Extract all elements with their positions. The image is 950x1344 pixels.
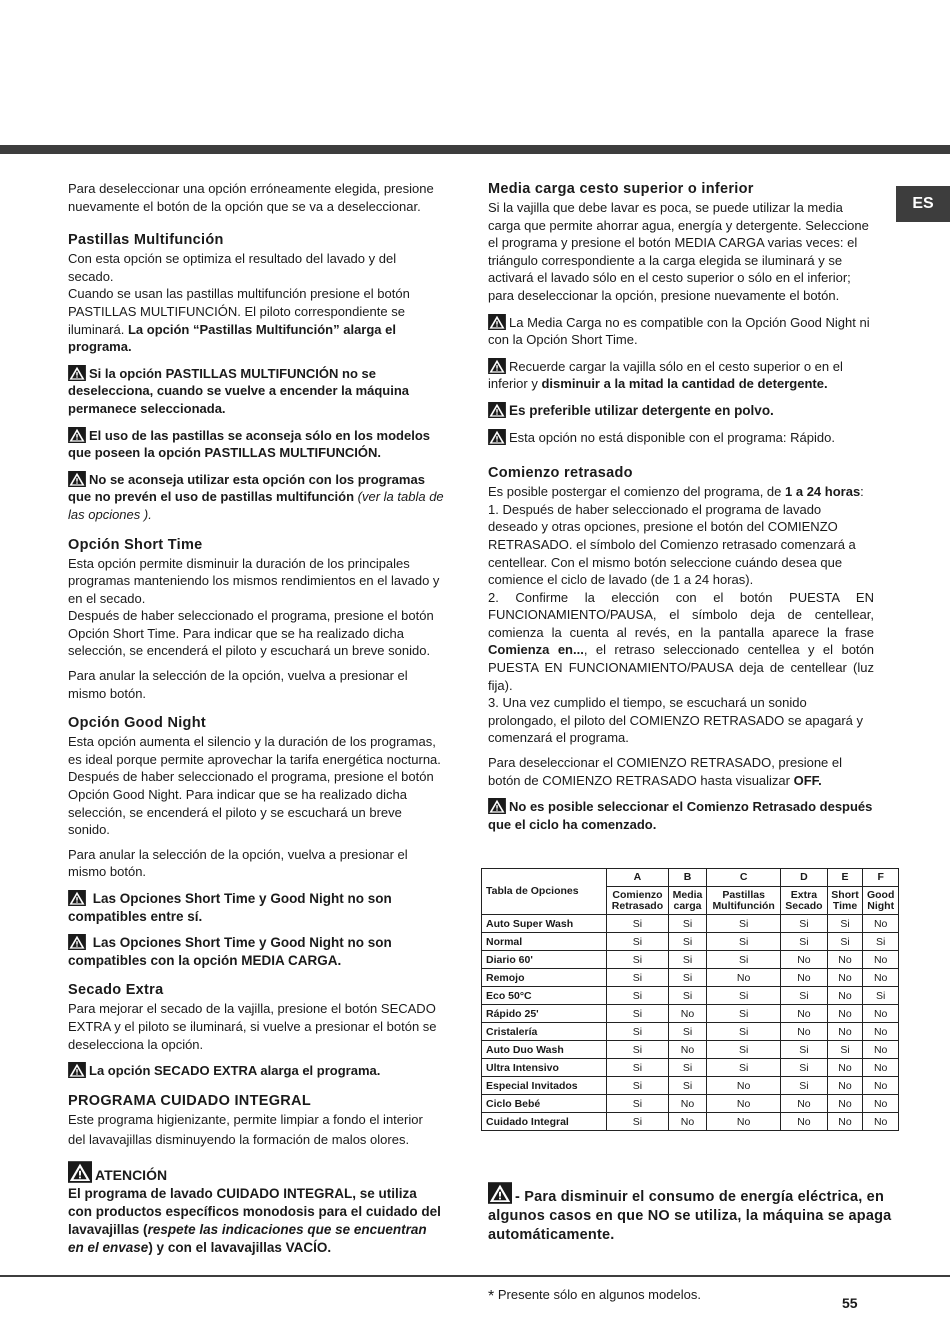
table-row bbox=[482, 1023, 899, 1041]
option-cell: No bbox=[668, 1113, 706, 1131]
option-cell: No bbox=[707, 969, 781, 987]
attention-block: ATENCIÓN El programa de lavado CUIDADO INTEGRAL, se utiliza con productos específicos monodosis para el cuidado del lavavajillas (respete las indicaciones que se encuentran en el envase) y con el lavavajillas VACÍO. bbox=[68, 1161, 444, 1257]
option-cell: No bbox=[827, 1113, 863, 1131]
option-cell: No bbox=[827, 1023, 863, 1041]
integral-p2: del lavavajillas disminuyendo la formación de malos olores. bbox=[68, 1132, 410, 1148]
option-cell: Si bbox=[781, 1077, 828, 1095]
secado-warning: La opción SECADO EXTRA alarga el programa. bbox=[68, 1062, 444, 1080]
option-cell: No bbox=[827, 1005, 863, 1023]
option-cell: No bbox=[827, 1059, 863, 1077]
option-cell: Si bbox=[607, 951, 669, 969]
table-row bbox=[482, 1095, 899, 1113]
program-name: Ciclo Bebé bbox=[482, 1095, 607, 1113]
program-name: Cuidado Integral bbox=[482, 1113, 607, 1131]
option-cell: No bbox=[863, 1005, 899, 1023]
language-tab: ES bbox=[896, 186, 950, 222]
warning-icon bbox=[68, 1161, 92, 1183]
option-cell: Si bbox=[781, 1059, 828, 1077]
option-cell: No bbox=[863, 1023, 899, 1041]
col-header: Good Night bbox=[863, 887, 899, 915]
col-letter: C bbox=[707, 869, 781, 887]
table-body bbox=[482, 915, 899, 1131]
option-cell: No bbox=[668, 1041, 706, 1059]
col-header: Media carga bbox=[668, 887, 706, 915]
option-cell: No bbox=[707, 1095, 781, 1113]
option-cell: Si bbox=[827, 1041, 863, 1059]
good-night-p3: Para anular la selección de la opción, vuelva a presionar el mismo botón. bbox=[68, 846, 408, 880]
section-title-media-carga: Media carga cesto superior o inferior bbox=[488, 181, 754, 197]
table-row bbox=[482, 1041, 899, 1059]
warning-icon bbox=[488, 429, 506, 445]
pastillas-p2: Cuando se usan las pastillas multifunción presione el botón PASTILLAS MULTIFUNCIÓN. El piloto correspondiente se iluminará. La opción “Pastillas Multifunción” alarga el programa. bbox=[68, 286, 410, 355]
option-cell: No bbox=[668, 1095, 706, 1113]
option-cell: Si bbox=[668, 933, 706, 951]
pastillas-warning-1: Si la opción PASTILLAS MULTIFUNCIÓN no se deselecciona, cuando se vuelve a encender la máquina permanece seleccionada. bbox=[68, 365, 410, 416]
option-cell: No bbox=[707, 1113, 781, 1131]
option-cell: Si bbox=[707, 1041, 781, 1059]
option-cell: No bbox=[863, 951, 899, 969]
option-cell: Si bbox=[607, 933, 669, 951]
section-title-good-night: Opción Good Night bbox=[68, 715, 206, 732]
option-cell: No bbox=[863, 1041, 899, 1059]
option-cell: Si bbox=[607, 987, 669, 1005]
footnote: * Presente sólo en algunos modelos. bbox=[488, 1287, 701, 1305]
pastillas-p1: Con esta opción se optimiza el resultado del lavado y del secado. bbox=[68, 251, 397, 284]
col-letter: B bbox=[668, 869, 706, 887]
options-table bbox=[481, 868, 899, 1131]
good-night-warning-1: Las Opciones Short Time y Good Night no son compatibles entre sí. bbox=[68, 891, 392, 924]
table-letter-row bbox=[482, 869, 899, 887]
section-title-comienzo: Comienzo retrasado bbox=[488, 465, 633, 482]
option-cell: No bbox=[781, 1113, 828, 1131]
media-warning-2: Recuerde cargar la vajilla sólo en el cesto superior o en el inferior y disminuir a la mitad la cantidad de detergente. bbox=[488, 358, 843, 392]
intro-text: Para deseleccionar una opción erróneamente elegida, presione nuevamente el botón de la opción que se va a deseleccionar. bbox=[68, 181, 434, 214]
section-title-secado: Secado Extra bbox=[68, 982, 164, 999]
col-header: Short Time bbox=[827, 887, 863, 915]
option-cell: Si bbox=[668, 915, 706, 933]
option-cell: Si bbox=[668, 1023, 706, 1041]
option-cell: No bbox=[827, 987, 863, 1005]
table-row bbox=[482, 1113, 899, 1131]
media-p1: Si la vajilla que debe lavar es poca, se puede utilizar la media carga que permite ahorrar agua, energía y detergente. Seleccione el programa y presione el botón MEDIA CARGA varias veces: el triángulo correspondiente a la carga elegida se iluminará y se activará el lavado sólo en el cesto superior o sólo en el inferior; para deseleccionar la opción, presione nuevamente el botón. bbox=[488, 200, 869, 303]
program-name: Remojo bbox=[482, 969, 607, 987]
option-cell: No bbox=[863, 1059, 899, 1077]
media-warning-3: Es preferible utilizar detergente en polvo. bbox=[488, 402, 874, 420]
option-cell: Si bbox=[668, 969, 706, 987]
short-time-p2: Después de haber seleccionado el programa, presione el botón Opción Short Time. Para indicar que se ha realizado dicha selección, se encenderá el piloto y escuchará un breve sonido. bbox=[68, 608, 434, 659]
option-cell: No bbox=[781, 951, 828, 969]
table-row bbox=[482, 933, 899, 951]
program-name: Normal bbox=[482, 933, 607, 951]
option-cell: Si bbox=[607, 1113, 669, 1131]
table-row bbox=[482, 987, 899, 1005]
option-cell: Si bbox=[707, 951, 781, 969]
option-cell: No bbox=[781, 1023, 828, 1041]
warning-icon bbox=[68, 427, 86, 443]
warning-icon bbox=[488, 358, 506, 374]
option-cell: No bbox=[827, 1077, 863, 1095]
media-warning-4: Esta opción no está disponible con el programa: Rápido. bbox=[488, 429, 874, 447]
comienzo-deselect: Para deseleccionar el COMIENZO RETRASADO, presione el botón de COMIENZO RETRASADO hasta visualizar OFF. bbox=[488, 755, 843, 788]
option-cell: Si bbox=[607, 1095, 669, 1113]
table-row bbox=[482, 1005, 899, 1023]
table-row bbox=[482, 951, 899, 969]
option-cell: No bbox=[827, 1095, 863, 1113]
col-letter: F bbox=[863, 869, 899, 887]
comienzo-step-2: 2. Confirme la elección con el botón PUESTA EN FUNCIONAMIENTO/PAUSA, el símbolo deja de centellear, comienza la cuenta al revés, en la pantalla aparece la frase Comienza en..., el retraso seleccionado centellea y el botón PUESTA EN FUNCIONAMIENTO/PAUSA deja de centellear (luz fija). bbox=[488, 589, 874, 693]
option-cell: Si bbox=[827, 915, 863, 933]
option-cell: No bbox=[781, 1095, 828, 1113]
option-cell: Si bbox=[707, 1005, 781, 1023]
media-warning-1: La Media Carga no es compatible con la Opción Good Night ni con la Opción Short Time. bbox=[488, 314, 870, 348]
col-header: Pastillas Multifunción bbox=[707, 887, 781, 915]
option-cell: Si bbox=[827, 933, 863, 951]
good-night-warning-2: Las Opciones Short Time y Good Night no son compatibles con la opción MEDIA CARGA. bbox=[68, 935, 392, 968]
program-name: Auto Duo Wash bbox=[482, 1041, 607, 1059]
option-cell: Si bbox=[707, 987, 781, 1005]
option-cell: Si bbox=[607, 1059, 669, 1077]
table-row bbox=[482, 915, 899, 933]
option-cell: No bbox=[781, 969, 828, 987]
page-number: 55 bbox=[842, 1295, 858, 1311]
comienzo-warning: No es posible seleccionar el Comienzo Retrasado después que el ciclo ha comenzado. bbox=[488, 799, 873, 832]
warning-icon bbox=[488, 314, 506, 330]
option-cell: Si bbox=[781, 933, 828, 951]
program-name: Rápido 25' bbox=[482, 1005, 607, 1023]
option-cell: Si bbox=[781, 987, 828, 1005]
option-cell: Si bbox=[707, 1023, 781, 1041]
table-corner-label: Tabla de Opciones bbox=[482, 869, 607, 915]
warning-icon bbox=[488, 1182, 512, 1204]
secado-p1: Para mejorar el secado de la vajilla, presione el botón SECADO EXTRA y el piloto se iluminará, si vuelve a presionar el botón se deselecciona la opción. bbox=[68, 1001, 437, 1052]
warning-icon bbox=[68, 1062, 86, 1078]
section-title-short-time: Opción Short Time bbox=[68, 536, 203, 553]
warning-icon bbox=[68, 934, 86, 950]
short-time-p3: Para anular la selección de la opción, vuelva a presionar el mismo botón. bbox=[68, 668, 408, 701]
option-cell: Si bbox=[707, 915, 781, 933]
option-cell: Si bbox=[668, 1077, 706, 1095]
option-cell: Si bbox=[607, 1041, 669, 1059]
col-header: Comienzo Retrasado bbox=[607, 887, 669, 915]
option-cell: No bbox=[707, 1077, 781, 1095]
option-cell: Si bbox=[607, 1077, 669, 1095]
program-name: Cristalería bbox=[482, 1023, 607, 1041]
short-time-p1: Esta opción permite disminuir la duración de los principales programas manteniendo los mismos rendimientos en el lavado y en el secado. bbox=[68, 555, 440, 606]
good-night-p2: Después de haber seleccionado el programa, presione el botón Opción Good Night. Para indicar que se ha realizado dicha selección, se encenderá el piloto y se escuchará un breve sonido. bbox=[68, 769, 434, 838]
program-name: Eco 50°C bbox=[482, 987, 607, 1005]
table-row bbox=[482, 1077, 899, 1095]
bottom-rule bbox=[0, 1275, 950, 1277]
warning-icon bbox=[488, 798, 506, 814]
option-cell: Si bbox=[863, 987, 899, 1005]
option-cell: Si bbox=[668, 951, 706, 969]
option-cell: No bbox=[827, 969, 863, 987]
section-title-pastillas: Pastillas Multifunción bbox=[68, 232, 224, 249]
table-row bbox=[482, 969, 899, 987]
warning-icon bbox=[68, 890, 86, 906]
table-row bbox=[482, 1059, 899, 1077]
comienzo-intro: Es posible postergar el comienzo del programa, de 1 a 24 horas: bbox=[488, 484, 864, 500]
option-cell: No bbox=[863, 969, 899, 987]
warning-icon bbox=[68, 365, 86, 381]
warning-icon bbox=[488, 402, 506, 418]
option-cell: Si bbox=[707, 1059, 781, 1077]
option-cell: No bbox=[827, 951, 863, 969]
comienzo-step-3: 3. Una vez cumplido el tiempo, se escuchará un sonido prolongado, el piloto del COMIENZO RETRASADO se apagará y comenzará el programa. bbox=[488, 695, 864, 746]
option-cell: Si bbox=[607, 1005, 669, 1023]
option-cell: No bbox=[781, 1005, 828, 1023]
option-cell: No bbox=[863, 1095, 899, 1113]
option-cell: Si bbox=[607, 1023, 669, 1041]
integral-p1: Este programa higienizante, permite limpiar a fondo el interior bbox=[68, 1111, 423, 1127]
option-cell: Si bbox=[668, 1059, 706, 1077]
col-header: Extra Secado bbox=[781, 887, 828, 915]
program-name: Ultra Intensivo bbox=[482, 1059, 607, 1077]
option-cell: Si bbox=[863, 933, 899, 951]
program-name: Auto Super Wash bbox=[482, 915, 607, 933]
program-name: Especial Invitados bbox=[482, 1077, 607, 1095]
col-letter: E bbox=[827, 869, 863, 887]
program-name: Diario 60' bbox=[482, 951, 607, 969]
section-title-integral: PROGRAMA CUIDADO INTEGRAL bbox=[68, 1092, 311, 1109]
pastillas-warning-2: El uso de las pastillas se aconseja sólo en los modelos que poseen la opción PASTILLAS MULTIFUNCIÓN. bbox=[68, 427, 431, 461]
top-rule bbox=[0, 145, 950, 154]
option-cell: Si bbox=[607, 915, 669, 933]
option-cell: No bbox=[863, 1077, 899, 1095]
warning-icon bbox=[68, 471, 86, 487]
good-night-p1: Esta opción aumenta el silencio y la duración de los programas, es ideal porque permite aprovechar la tarifa energética nocturna. bbox=[68, 734, 441, 767]
option-cell: Si bbox=[707, 933, 781, 951]
pastillas-warning-3: No se aconseja utilizar esta opción con los programas que no prevén el uso de pastillas multifunción (ver la tabla de las opciones ). bbox=[68, 471, 444, 522]
option-cell: Si bbox=[781, 1041, 828, 1059]
comienzo-step-1: 1. Después de haber seleccionado el programa de lavado deseado y otras opciones, presione el botón del COMIENZO RETRASADO. el símbolo del Comienzo retrasado comenzará a centellear. Con el mismo botón seleccione cuándo desea que comience el ciclo de lavado (de 1 a 24 horas). bbox=[488, 501, 856, 588]
left-column bbox=[68, 180, 444, 1257]
col-letter: A bbox=[607, 869, 669, 887]
option-cell: Si bbox=[781, 915, 828, 933]
option-cell: Si bbox=[668, 987, 706, 1005]
energy-note: - Para disminuir el consumo de energía eléctrica, en algunos casos en que NO se utiliza, la máquina se apaga automáticamente. bbox=[488, 1182, 898, 1245]
right-column bbox=[488, 180, 874, 833]
col-letter: D bbox=[781, 869, 828, 887]
option-cell: No bbox=[863, 1113, 899, 1131]
option-cell: No bbox=[668, 1005, 706, 1023]
option-cell: Si bbox=[607, 969, 669, 987]
option-cell: No bbox=[863, 915, 899, 933]
